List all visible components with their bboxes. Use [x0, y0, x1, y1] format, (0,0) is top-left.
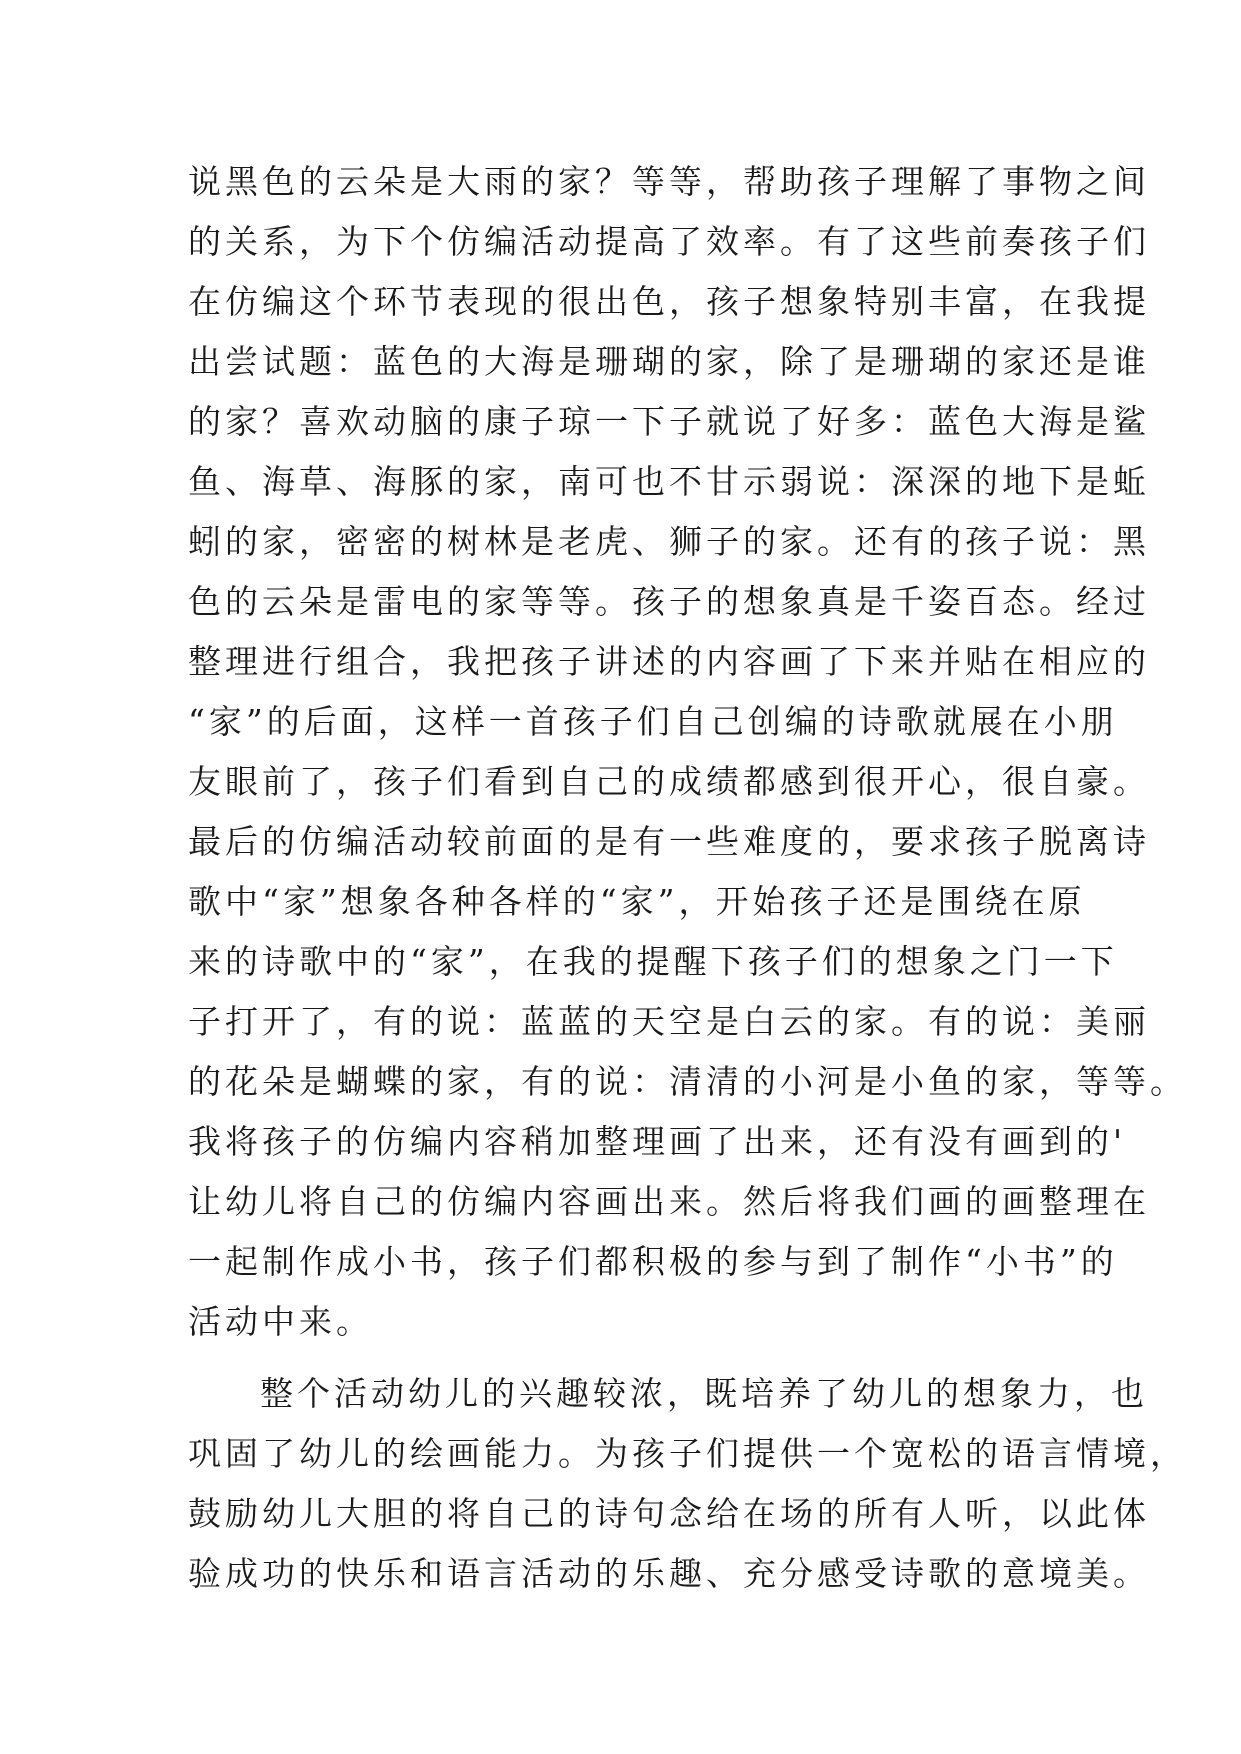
text-line: 一起制作成小书，孩子们都积极的参与到了制作“小书”的 — [188, 1242, 1118, 1281]
text-line: 蚓的家，密密的树林是老虎、狮子的家。还有的孩子说：黑 — [188, 522, 1150, 561]
text-line: 鼓励幼儿大胆的将自己的诗句念给在场的所有人听，以此体 — [188, 1494, 1150, 1533]
text-line: 在仿编这个环节表现的很出色，孩子想象特别丰富，在我提 — [188, 282, 1150, 321]
paragraph-1 — [188, 152, 1187, 1352]
text-line: 鱼、海草、海豚的家，南可也不甘示弱说：深深的地下是蚯 — [188, 462, 1150, 501]
text-line: 活动中来。 — [188, 1302, 373, 1341]
text-line: 让幼儿将自己的仿编内容画出来。然后将我们画的画整理在 — [188, 1182, 1150, 1221]
text-line: 巩固了幼儿的绘画能力。为孩子们提供一个宽松的语言情境， — [188, 1434, 1187, 1473]
paragraph-2 — [188, 1364, 1187, 1604]
text-line: 说黑色的云朵是大雨的家？等等，帮助孩子理解了事物之间 — [188, 162, 1150, 201]
text-line: “家”的后面，这样一首孩子们自己创编的诗歌就展在小朋 — [188, 702, 1118, 741]
text-line: 的关系，为下个仿编活动提高了效率。有了这些前奏孩子们 — [188, 222, 1150, 261]
text-line: 整理进行组合，我把孩子讲述的内容画了下来并贴在相应的 — [188, 642, 1150, 681]
text-line: 验成功的快乐和语言活动的乐趣、充分感受诗歌的意境美。 — [188, 1554, 1150, 1593]
text-line: 的家？喜欢动脑的康子琼一下子就说了好多：蓝色大海是鲨 — [188, 402, 1150, 441]
text-line: 友眼前了，孩子们看到自己的成绩都感到很开心，很自豪。 — [188, 762, 1150, 801]
document-body — [188, 152, 1187, 1604]
text-line: 子打开了，有的说：蓝蓝的天空是白云的家。有的说：美丽 — [188, 1002, 1150, 1041]
text-line: 我将孩子的仿编内容稍加整理画了出来，还有没有画到的' — [188, 1122, 1127, 1161]
text-line: 整个活动幼儿的兴趣较浓，既培养了幼儿的想象力，也 — [260, 1374, 1148, 1413]
text-line: 出尝试题：蓝色的大海是珊瑚的家，除了是珊瑚的家还是谁 — [188, 342, 1150, 381]
text-line: 来的诗歌中的“家”，在我的提醒下孩子们的想象之门一下 — [188, 942, 1118, 981]
text-line: 歌中“家”想象各种各样的“家”，开始孩子还是围绕在原 — [188, 882, 1086, 921]
text-line: 的花朵是蝴蝶的家，有的说：清清的小河是小鱼的家，等等。 — [188, 1062, 1187, 1101]
text-line: 最后的仿编活动较前面的是有一些难度的，要求孩子脱离诗 — [188, 822, 1150, 861]
text-line: 色的云朵是雷电的家等等。孩子的想象真是千姿百态。经过 — [188, 582, 1150, 621]
